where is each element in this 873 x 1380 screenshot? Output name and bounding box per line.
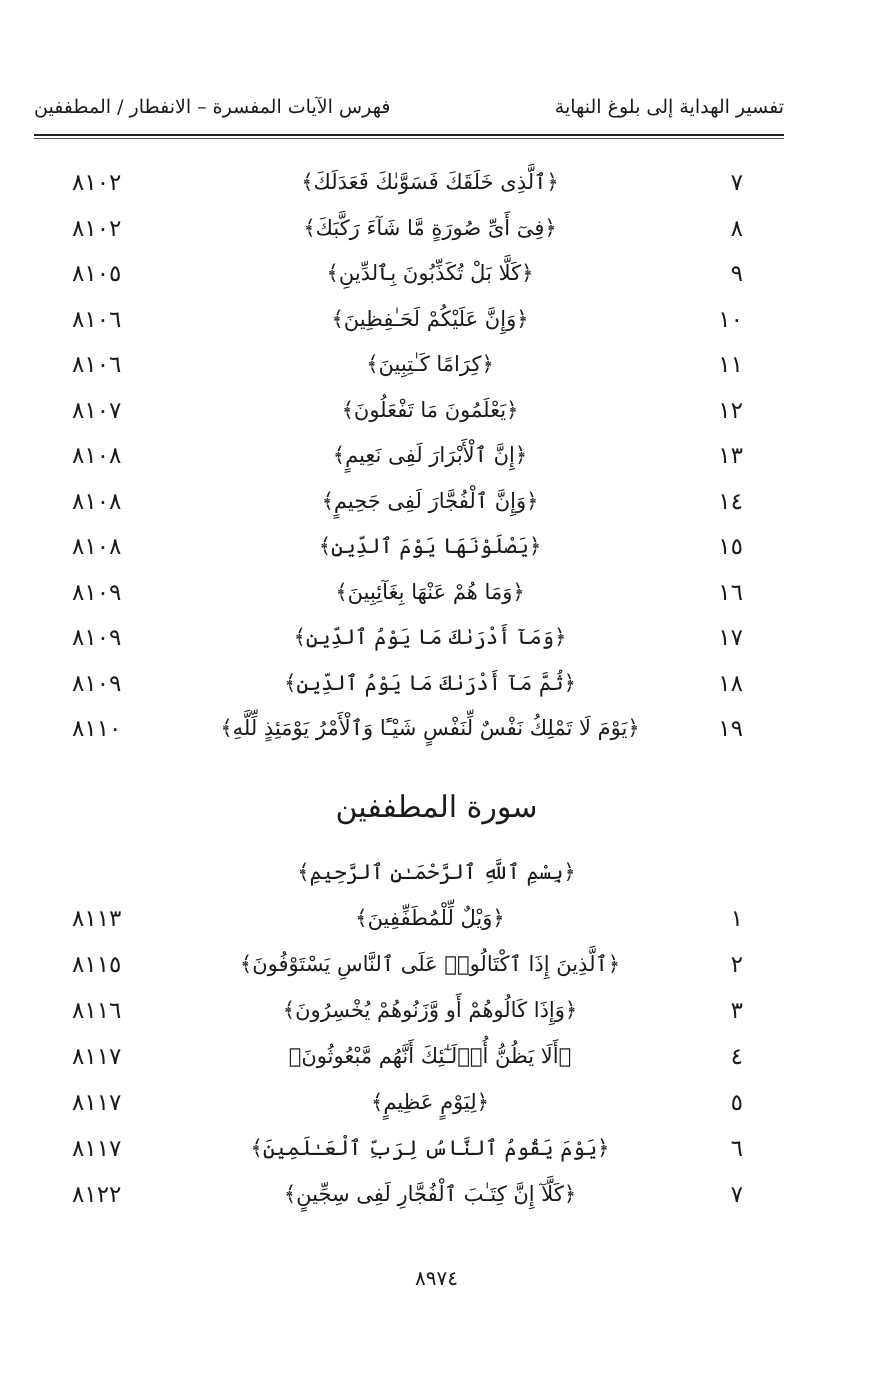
verse-number: ٩ (730, 261, 743, 287)
verse-number: ٧ (730, 170, 743, 196)
index-row (0, 439, 873, 479)
verse-text: ﴿لِيَوْمٍ عَظِيمٍ﴾ (371, 1090, 489, 1114)
index-row (0, 948, 873, 988)
index-row (0, 257, 873, 297)
page-reference: ٨١٠٢ (72, 170, 122, 196)
verse-number: ٢ (730, 952, 743, 978)
running-header (34, 96, 784, 130)
header-rule (34, 134, 784, 136)
index-row (0, 303, 873, 343)
verse-text: ﴿كِرَامًا كَـٰتِبِينَ﴾ (366, 352, 494, 376)
verse-text: ﴿وَإِنَّ ٱلْفُجَّارَ لَفِى جَحِيمٍ﴾ (321, 488, 539, 513)
verse-number: ١٤ (718, 488, 743, 515)
header-rule-thin (34, 138, 784, 139)
page-reference: ٨١٠٩ (72, 625, 122, 651)
page-reference: ٨١٠٢ (72, 215, 122, 242)
page-reference: ٨١٠٨ (72, 534, 122, 560)
verse-text: ﴿وَمَآ أَدْرَىٰكَ مَا يَوْمُ ٱلدِّينِ﴾ (293, 625, 567, 649)
verse-text: ﴿وَإِذَا كَالُوهُمْ أَو وَّزَنُوهُمْ يُخْسِرُونَ﴾ (282, 998, 578, 1022)
verse-number: ٨ (730, 215, 743, 242)
page-reference: ٨١١٥ (72, 952, 122, 978)
verse-text: ﴿وَمَا هُمْ عَنْهَا بِغَآئِبِينَ﴾ (335, 579, 525, 604)
page-number: ٨٩٧٤ (415, 1266, 458, 1290)
page-reference: ٨١١٧ (72, 1044, 122, 1070)
verse-text: ﴿وَيْلٌ لِّلْمُطَفِّفِينَ﴾ (355, 906, 505, 930)
page-reference: ٨١١٠ (72, 716, 122, 742)
page-reference: ٨١٠٦ (72, 306, 122, 333)
verse-number: ٤ (730, 1044, 743, 1070)
index-row (0, 485, 873, 525)
verse-text: ﴿ٱلَّذِينَ إِذَا ٱكْتَالُوا۟ عَلَى ٱلنَّاسِ يَسْتَوْفُونَ﴾ (239, 952, 621, 976)
page-reference: ٨١٠٧ (72, 397, 122, 424)
index-row (0, 621, 873, 661)
verse-number: ١٢ (718, 397, 743, 424)
verse-text: ﴿يَصْلَوْنَهَا يَوْمَ ٱلدِّينِ﴾ (318, 534, 542, 558)
page-reference: ٨١١٧ (72, 1136, 122, 1162)
page-reference: ٨١٢٢ (72, 1182, 122, 1208)
verse-number: ٧ (730, 1182, 743, 1208)
index-row (0, 1178, 873, 1218)
verse-text: ﴿أَلَا يَظُنُّ أُو۟لَـٰٓئِكَ أَنَّهُم مَّبْعُوثُونَ﴾ (288, 1044, 572, 1068)
book-title: تفسير الهداية إلى بلوغ النهاية (554, 96, 784, 118)
verse-number: ١٦ (718, 579, 743, 606)
verse-number: ١٥ (718, 534, 743, 560)
index-row (0, 667, 873, 707)
index-row (0, 1040, 873, 1080)
verse-text: ﴿كَلَّآ إِنَّ كِتَـٰبَ ٱلْفُجَّارِ لَفِى سِجِّينٍ﴾ (283, 1182, 577, 1206)
index-row (0, 530, 873, 570)
index-row (0, 902, 873, 942)
verse-number: ٥ (730, 1090, 743, 1116)
verse-number: ١٣ (718, 443, 743, 469)
verse-number: ١٧ (718, 625, 743, 651)
index-row (0, 348, 873, 388)
index-row (0, 576, 873, 616)
index-row (0, 212, 873, 252)
verse-text: ﴿ثُمَّ مَآ أَدْرَىٰكَ مَا يَوْمُ ٱلدِّينِ﴾ (284, 670, 576, 695)
page-reference: ٨١٠٦ (72, 352, 122, 378)
verse-text: ﴿كَلَّا بَلْ تُكَذِّبُونَ بِٱلدِّينِ﴾ (326, 261, 534, 285)
verse-text: ﴿يَوْمَ لَا تَمْلِكُ نَفْسٌ لِّنَفْسٍ شَيْـًٔا وَٱلْأَمْرُ يَوْمَئِذٍ لِّلَّهِ﴾ (220, 716, 640, 740)
surah-title: سورة المطففين (335, 790, 538, 825)
index-title: فهرس الآيات المفسرة – الانفطار / المطففين (34, 96, 391, 118)
verse-text: ﴿ٱلَّذِى خَلَقَكَ فَسَوَّىٰكَ فَعَدَلَكَ﴾ (301, 170, 559, 194)
page-reference: ٨١٠٩ (72, 670, 122, 697)
verse-text: ﴿وَإِنَّ عَلَيْكُمْ لَحَـٰفِظِينَ﴾ (331, 306, 529, 331)
verse-number: ٦ (730, 1136, 743, 1162)
verse-number: ١٠ (718, 306, 743, 333)
verse-number: ١ (730, 906, 743, 932)
page-reference: ٨١٠٨ (72, 443, 122, 469)
index-row (0, 1086, 873, 1126)
verse-text: ﴿إِنَّ ٱلْأَبْرَارَ لَفِى نَعِيمٍ﴾ (332, 443, 528, 467)
verse-number: ١١ (718, 352, 743, 378)
page-reference: ٨١١٦ (72, 998, 122, 1024)
verse-number: ١٩ (718, 716, 743, 742)
index-row (0, 166, 873, 206)
page-reference: ٨١٠٨ (72, 488, 122, 515)
verse-text: ﴿يَعْلَمُونَ مَا تَفْعَلُونَ﴾ (341, 397, 519, 422)
page-reference: ٨١٠٥ (72, 261, 122, 287)
page-reference: ٨١١٧ (72, 1090, 122, 1116)
verse-number: ١٨ (718, 670, 743, 697)
index-row (0, 712, 873, 752)
index-row (0, 394, 873, 434)
verse-text: ﴿يَوْمَ يَقُومُ ٱلنَّاسُ لِرَبِّ ٱلْعَـٰلَمِينَ﴾ (250, 1136, 610, 1160)
page-reference: ٨١٠٩ (72, 579, 122, 606)
page-reference: ٨١١٣ (72, 906, 122, 932)
verse-text: ﴿فِىٓ أَىِّ صُورَةٍ مَّا شَآءَ رَكَّبَكَ﴾ (303, 215, 557, 240)
index-row (0, 1132, 873, 1172)
verse-number: ٣ (730, 998, 743, 1024)
basmala: ﴿بِسْمِ ٱللَّهِ ٱلرَّحْمَـٰنِ ٱلرَّحِيمِ﴾ (297, 860, 576, 884)
index-row (0, 994, 873, 1034)
